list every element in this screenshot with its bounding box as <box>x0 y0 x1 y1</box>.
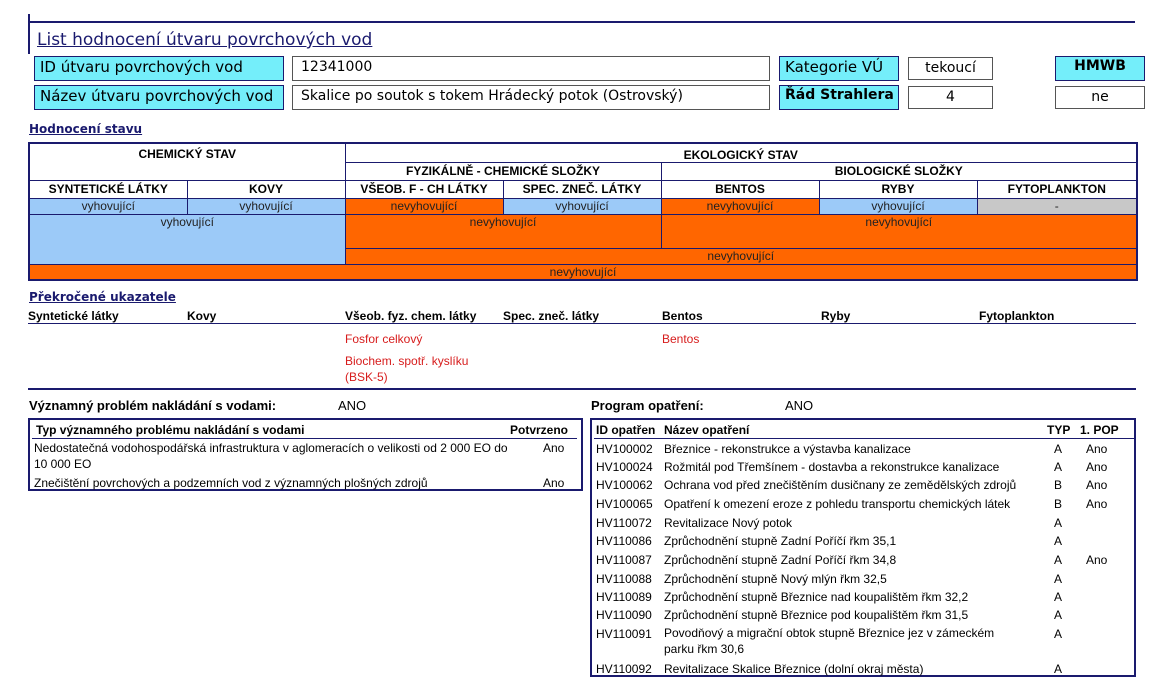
assessment-heading: Hodnocení stavu <box>29 122 143 136</box>
measure-row-type: B <box>1054 478 1063 492</box>
section-divider <box>28 388 1136 390</box>
strahler-value: 4 <box>908 86 993 109</box>
name-label: Název útvaru povrchových vod <box>34 85 284 110</box>
measure-row-pop: Ano <box>1086 460 1108 474</box>
problems-table <box>28 418 583 491</box>
col-synthetic: SYNTETICKÉ LÁTKY <box>29 180 187 198</box>
measures-col-type: TYP <box>1047 423 1071 437</box>
problem-row-2-confirmed: Ano <box>543 476 565 490</box>
measure-row-pop: Ano <box>1086 497 1108 511</box>
col-fish: RYBY <box>819 180 977 198</box>
measure-row-id: HV100062 <box>596 478 653 492</box>
measure-row-name: Rožmitál pod Třemšínem - dostavba a rekonstrukce kanalizace <box>664 460 1000 474</box>
measure-row-name: Revitalizace Nový potok <box>664 516 793 530</box>
chem-total-cell: vyhovující <box>29 214 345 264</box>
category-value: tekoucí <box>908 57 993 80</box>
problems-header-rule <box>32 438 577 439</box>
measure-row-name: Povodňový a migrační obtok stupně Březnice jez v zámeckém parku řkm 30,6 <box>664 626 995 656</box>
exceeded-col-synthetic: Syntetické látky <box>28 309 119 323</box>
col-general-physchem: VŠEOB. F - CH LÁTKY <box>345 180 503 198</box>
measure-row-type: A <box>1054 590 1063 604</box>
bio-total-cell: nevyhovující <box>661 214 1137 248</box>
measure-row-name: Revitalizace Skalice Březnice (dolní okraj města) <box>664 662 924 676</box>
measure-row-type: B <box>1054 497 1063 511</box>
exceeded-rule <box>28 323 1136 324</box>
measure-row-type: A <box>1054 553 1063 567</box>
measure-row-type: A <box>1054 627 1063 641</box>
problems-col-type: Typ významného problému nakládání s vodami <box>36 423 305 437</box>
measure-row-id: HV110090 <box>596 608 652 622</box>
problem-row-2-type: Znečištění povrchových a podzemních vod z významných plošných zdrojů <box>34 476 428 490</box>
problems-value: ANO <box>338 398 367 413</box>
measure-row-name: Zprůchodnění stupně Zadní Poříčí řkm 35,1 <box>664 534 897 548</box>
eco-status-header: EKOLOGICKÝ STAV <box>345 143 1137 162</box>
hmwb-label: HMWB <box>1055 56 1145 81</box>
problems-col-confirmed: Potvrzeno <box>510 423 569 437</box>
measure-row-name: Zprůchodnění stupně Březnice nad koupalištěm řkm 32,2 <box>664 590 969 604</box>
measure-row-id: HV110087 <box>596 553 652 567</box>
hmwb-value: ne <box>1055 86 1145 109</box>
status-cell-specific-pollutants: vyhovující <box>503 198 661 214</box>
strahler-label: Řád Strahlera <box>779 85 899 110</box>
id-label: ID útvaru povrchových vod <box>34 56 284 81</box>
measure-row-id: HV110089 <box>596 590 652 604</box>
exceeded-col-bentos: Bentos <box>662 309 703 323</box>
exceeded-item-bentos: Bentos <box>662 332 700 346</box>
measures-label: Program opatření: <box>591 398 704 413</box>
measure-row-id: HV110086 <box>596 534 652 548</box>
measure-row-name: Opatření k omezení eroze z pohledu transportu chemických látek <box>664 497 1011 511</box>
exceeded-item-bod5: Biochem. spotř. kyslíku (BSK-5) <box>345 354 469 384</box>
assessment-table <box>28 142 1138 281</box>
title-rule <box>28 21 1135 23</box>
col-phytoplankton: FYTOPLANKTON <box>977 180 1137 198</box>
physchem-total-cell: nevyhovující <box>345 214 661 248</box>
exceeded-col-metals: Kovy <box>187 309 217 323</box>
measures-table <box>590 418 1136 677</box>
status-cell-general-physchem: nevyhovující <box>345 198 503 214</box>
measures-header-rule <box>594 438 1134 439</box>
measures-col-id: ID opatřen <box>596 423 656 437</box>
measure-row-id: HV100024 <box>596 460 653 474</box>
measure-row-type: A <box>1054 534 1063 548</box>
measure-row-pop: Ano <box>1086 478 1108 492</box>
col-metals: KOVY <box>187 180 345 198</box>
eco-total-cell: nevyhovující <box>345 248 1137 264</box>
measure-row-id: HV110088 <box>596 572 652 586</box>
measures-col-name: Název opatření <box>664 423 750 437</box>
exceeded-col-general-physchem: Všeob. fyz. chem. látky <box>345 309 477 323</box>
measures-col-pop: 1. POP <box>1080 423 1119 437</box>
physchem-header: FYZIKÁLNĚ - CHEMICKÉ SLOŽKY <box>345 162 661 180</box>
measures-value: ANO <box>785 398 814 413</box>
measure-row-id: HV100065 <box>596 497 653 511</box>
measure-row-pop: Ano <box>1086 442 1108 456</box>
measure-row-name: Zprůchodnění stupně Nový mlýn řkm 32,5 <box>664 572 887 586</box>
status-cell-fish: vyhovující <box>819 198 977 214</box>
overall-status-cell: nevyhovující <box>29 264 1137 280</box>
measure-row-name: Březnice - rekonstrukce a výstavba kanalizace <box>664 442 911 456</box>
measure-row-type: A <box>1054 572 1063 586</box>
status-cell-metals: vyhovující <box>187 198 345 214</box>
exceeded-col-fish: Ryby <box>821 309 851 323</box>
status-cell-bentos: nevyhovující <box>661 198 819 214</box>
measure-row-type: A <box>1054 442 1063 456</box>
problems-label: Významný problém nakládání s vodami: <box>29 398 277 413</box>
measure-row-type: A <box>1054 608 1063 622</box>
measure-row-type: A <box>1054 516 1063 530</box>
exceeded-item-phosphorus: Fosfor celkový <box>345 332 423 346</box>
exceeded-col-phytoplankton: Fytoplankton <box>979 309 1055 323</box>
id-value: 12341000 <box>292 56 770 81</box>
measure-row-name: Zprůchodnění stupně Zadní Poříčí řkm 34,8 <box>664 553 897 567</box>
measure-row-name: Ochrana vod před znečištěním dusičnany ze zemědělských zdrojů <box>664 478 1017 492</box>
measure-row-id: HV110072 <box>596 516 652 530</box>
measure-row-pop: Ano <box>1086 553 1108 567</box>
problem-row-1-type: Nedostatečná vodohospodářská infrastruktura v aglomeracích o velikosti od 2 000 EO do 10 000 EO <box>34 441 508 471</box>
measure-row-id: HV110091 <box>596 627 652 641</box>
exceeded-heading: Překročené ukazatele <box>29 290 176 304</box>
measure-row-id: HV110092 <box>596 662 652 676</box>
col-specific-pollutants: SPEC. ZNEČ. LÁTKY <box>503 180 661 198</box>
measure-row-type: A <box>1054 662 1063 676</box>
measure-row-name: Zprůchodnění stupně Březnice pod koupalištěm řkm 31,5 <box>664 608 969 622</box>
problem-row-1-confirmed: Ano <box>543 441 565 455</box>
measure-row-type: A <box>1054 460 1063 474</box>
measure-row-id: HV100002 <box>596 442 653 456</box>
status-cell-phytoplankton: - <box>977 198 1137 214</box>
category-label: Kategorie VÚ <box>779 56 899 81</box>
biological-header: BIOLOGICKÉ SLOŽKY <box>661 162 1137 180</box>
title-left-rule <box>28 14 30 54</box>
col-bentos: BENTOS <box>661 180 819 198</box>
name-value: Skalice po soutok s tokem Hrádecký potok (Ostrovský) <box>292 85 770 110</box>
status-cell-synthetic: vyhovující <box>29 198 187 214</box>
chem-status-header: CHEMICKÝ STAV <box>29 143 345 180</box>
exceeded-col-specific-pollutants: Spec. zneč. látky <box>503 309 600 323</box>
page-title: List hodnocení útvaru povrchových vod <box>37 30 373 50</box>
